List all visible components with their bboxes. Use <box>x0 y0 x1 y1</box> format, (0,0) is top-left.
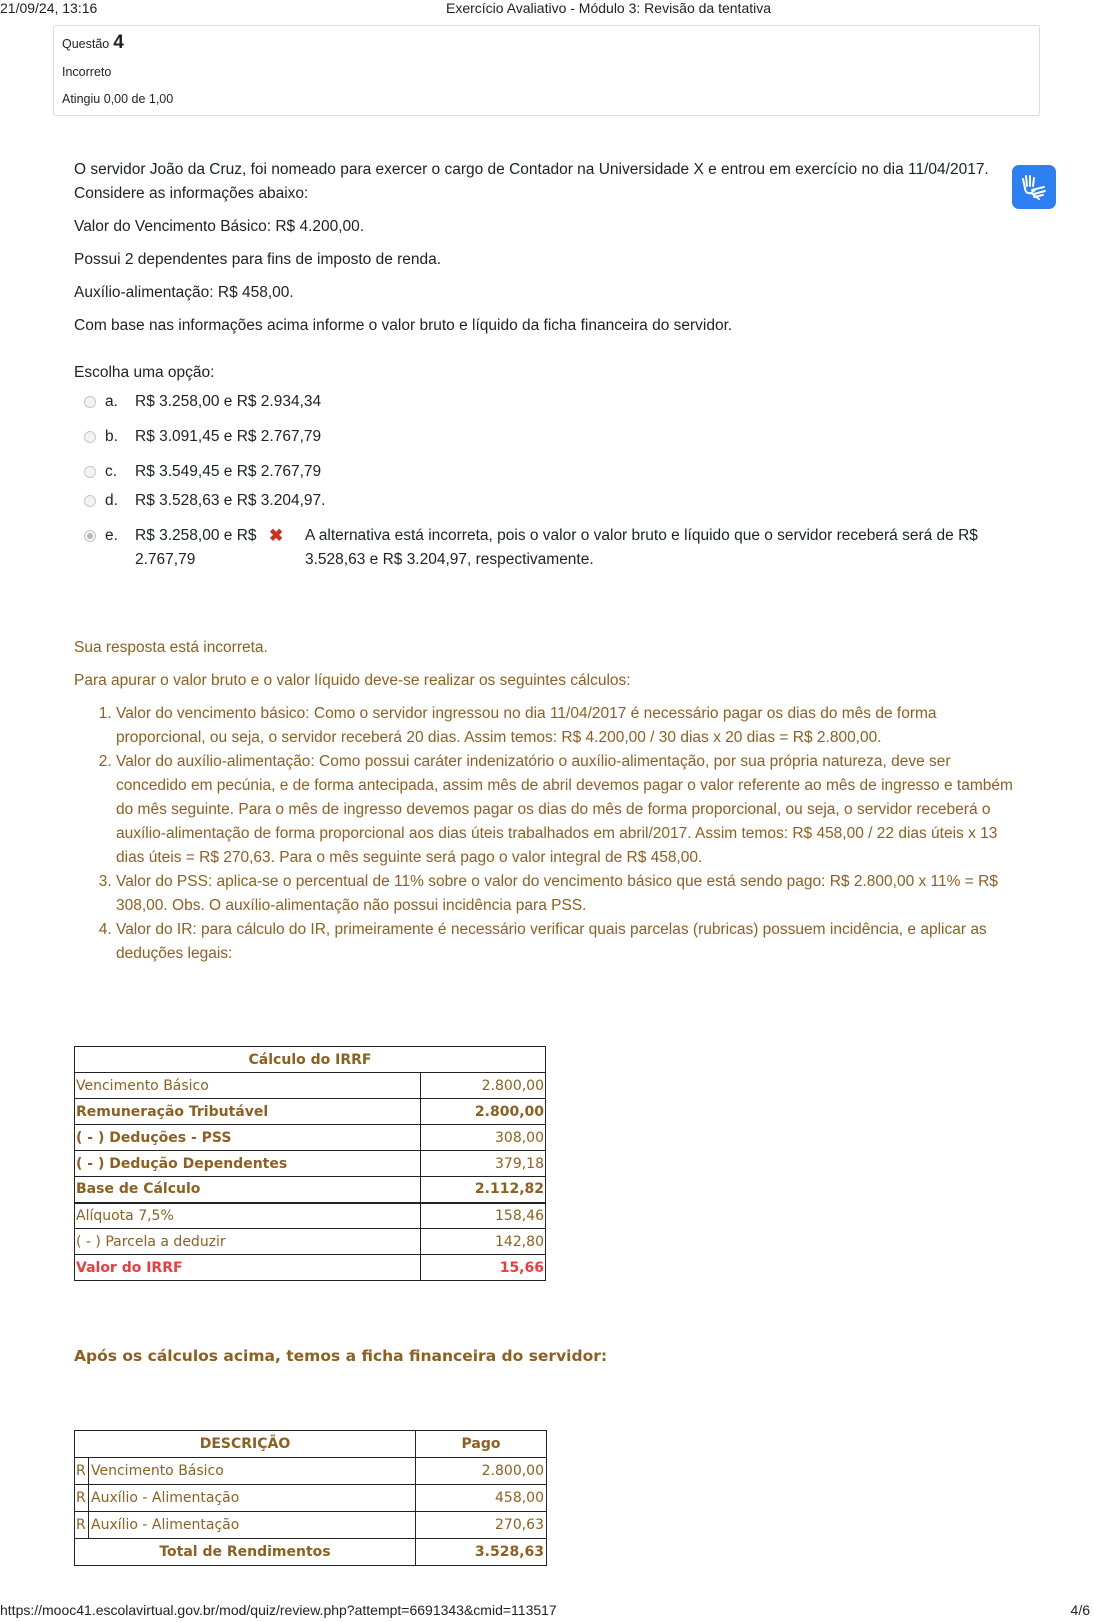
question-score: Atingiu 0,00 de 1,00 <box>62 92 174 106</box>
option-letter: a. <box>105 393 118 410</box>
total-value: 3.528,63 <box>416 1539 547 1566</box>
row-value: 158,46 <box>421 1203 546 1229</box>
table-row <box>75 1203 546 1229</box>
table-header-row <box>75 1047 546 1073</box>
table-row <box>75 1229 546 1255</box>
table-row <box>75 1512 547 1539</box>
option-text: R$ 3.549,45 e R$ 2.767,79 <box>135 463 322 480</box>
question-paragraph: Com base nas informações acima informe o valor bruto e líquido da ficha financeira do servidor. <box>74 317 733 334</box>
row-type: R <box>75 1512 89 1539</box>
sign-language-icon <box>1019 172 1049 202</box>
calculation-steps <box>74 702 1024 966</box>
question-paragraph: Possui 2 dependentes para fins de imposto de renda. <box>74 251 442 268</box>
print-page-title: Exercício Avaliativo - Módulo 3: Revisão da tentativa <box>446 0 772 16</box>
ficha-financeira-table <box>74 1430 547 1566</box>
table-row <box>75 1485 547 1512</box>
question-number <box>62 32 1031 56</box>
question-number-value: 4 <box>113 32 124 53</box>
row-label: Alíquota 7,5% <box>75 1203 421 1229</box>
row-value: 142,80 <box>421 1229 546 1255</box>
row-value: 2.800,00 <box>421 1099 546 1125</box>
row-value: 458,00 <box>416 1485 547 1512</box>
question-label: Questão <box>62 37 110 51</box>
ficha-intro-heading: Após os cálculos acima, temos a ficha financeira do servidor: <box>74 1347 608 1365</box>
question-info-box <box>53 25 1040 116</box>
table-row <box>75 1125 546 1151</box>
incorrect-x-icon: ✖ <box>269 526 284 545</box>
table-row <box>75 1099 546 1125</box>
row-label: ( - ) Deduções - PSS <box>75 1125 421 1151</box>
row-label: Remuneração Tributável <box>75 1099 421 1125</box>
option-text: R$ 3.528,63 e R$ 3.204,97. <box>135 492 326 509</box>
table-row <box>75 1255 546 1281</box>
page-url: https://mooc41.escolavirtual.gov.br/mod/quiz/review.php?attempt=6691343&cmid=113517 <box>0 1602 557 1618</box>
table-row <box>75 1458 547 1485</box>
calculation-step: 4. Valor do IR: para cálculo do IR, primeiramente é necessário verificar quais parcelas (rubricas) possuem incidência, e aplicar as deduções legais: <box>116 918 1024 966</box>
row-label: Vencimento Básico <box>89 1458 416 1485</box>
answer-option-c[interactable] <box>84 460 435 484</box>
radio-button[interactable] <box>84 396 96 408</box>
option-text: R$ 3.091,45 e R$ 2.767,79 <box>135 428 322 445</box>
page-number: 4/6 <box>1070 1602 1090 1618</box>
question-paragraph: Auxílio-alimentação: R$ 458,00. <box>74 284 294 301</box>
print-datetime: 21/09/24, 13:16 <box>0 0 98 16</box>
row-label: ( - ) Dedução Dependentes <box>75 1151 421 1177</box>
question-text <box>74 158 1004 347</box>
answer-option-a[interactable] <box>84 390 435 414</box>
row-label: ( - ) Parcela a deduzir <box>75 1229 421 1255</box>
row-value: 2.800,00 <box>416 1458 547 1485</box>
row-value: 2.112,82 <box>421 1177 546 1203</box>
irrf-calculation-table <box>74 1046 546 1281</box>
sign-language-button[interactable] <box>1012 165 1056 209</box>
radio-button[interactable] <box>84 431 96 443</box>
option-feedback: A alternativa está incorreta, pois o valor o valor bruto e líquido que o servidor receberá será de R$ 3.528,63 e R$ 3.204,97, respectivamente. <box>305 527 978 568</box>
question-paragraph: Valor do Vencimento Básico: R$ 4.200,00. <box>74 218 365 235</box>
row-value: 2.800,00 <box>421 1073 546 1099</box>
row-value: 270,63 <box>416 1512 547 1539</box>
table-header-row <box>75 1431 547 1458</box>
radio-button-selected[interactable] <box>84 530 96 542</box>
table-row <box>75 1177 546 1203</box>
table-title: Cálculo do IRRF <box>75 1047 546 1073</box>
row-type: R <box>75 1485 89 1512</box>
option-letter: c. <box>105 463 118 480</box>
calculation-step: 3. Valor do PSS: aplica-se o percentual de 11% sobre o valor do vencimento básico que está sendo pago: R$ 2.800,00 x 11% = R$ 308,00. Obs. O auxílio-alimentação não possui incidência para PSS. <box>116 870 1024 918</box>
radio-button[interactable] <box>84 495 96 507</box>
question-status: Incorreto <box>62 65 112 79</box>
option-letter: b. <box>105 428 118 445</box>
answer-option-d[interactable] <box>84 489 435 513</box>
explanation-intro: Para apurar o valor bruto e o valor líquido deve-se realizar os seguintes cálculos: <box>74 672 631 689</box>
option-text: R$ 3.258,00 e R$ 2.934,34 <box>135 393 322 410</box>
total-label: Total de Rendimentos <box>75 1539 416 1566</box>
row-label: Vencimento Básico <box>75 1073 421 1099</box>
table-total-row <box>75 1539 547 1566</box>
calculation-step: 2. Valor do auxílio-alimentação: Como possui caráter indenizatório o auxílio-alimentação, por sua própria natureza, deve ser concedido em pecúnia, e de forma antecipada, assim mês de abril devemos pagar o valor referente ao mês de ingresso e também do mês seguinte. Para o mês de ingresso devemos pagar os dias do mês de forma proporcional, ou seja, o servidor receberá o auxílio-alimentação de forma proporcional aos dias úteis trabalhados em abril/2017. Assim temos: R$ 458,00 / 22 dias úteis x 13 dias úteis = R$ 270,63. Para o mês seguinte será pago o valor integral de R$ 458,00. <box>116 750 1024 870</box>
answer-option-b[interactable] <box>84 425 435 449</box>
table-row <box>75 1151 546 1177</box>
question-paragraph: O servidor João da Cruz, foi nomeado para exercer o cargo de Contador na Universidade X e entrou em exercício no dia 11/04/2017. Considere as informações abaixo: <box>74 161 989 202</box>
answer-option-e[interactable] <box>84 524 995 572</box>
row-value: 15,66 <box>421 1255 546 1281</box>
answer-prompt: Escolha uma opção: <box>74 364 215 381</box>
row-label: Base de Cálculo <box>75 1177 421 1203</box>
row-label: Valor do IRRF <box>75 1255 421 1281</box>
option-letter: e. <box>105 527 118 544</box>
option-letter: d. <box>105 492 118 509</box>
radio-button[interactable] <box>84 466 96 478</box>
print-header <box>0 0 1094 18</box>
option-text: R$ 3.258,00 e R$ 2.767,79 <box>135 527 257 568</box>
row-value: 308,00 <box>421 1125 546 1151</box>
row-label: Auxílio - Alimentação <box>89 1512 416 1539</box>
row-value: 379,18 <box>421 1151 546 1177</box>
column-header: DESCRIÇÃO <box>75 1431 416 1458</box>
result-text: Sua resposta está incorreta. <box>74 639 268 656</box>
column-header: Pago <box>416 1431 547 1458</box>
row-label: Auxílio - Alimentação <box>89 1485 416 1512</box>
calculation-step: 1. Valor do vencimento básico: Como o servidor ingressou no dia 11/04/2017 é necessário pagar os dias do mês de forma proporcional, ou seja, o servidor receberá 20 dias. Assim temos: R$ 4.200,00 / 30 dias x 20 dias = R$ 2.800,00. <box>116 702 1024 750</box>
general-feedback <box>74 636 1024 966</box>
print-footer <box>0 1602 1094 1620</box>
table-row <box>75 1073 546 1099</box>
row-type: R <box>75 1458 89 1485</box>
